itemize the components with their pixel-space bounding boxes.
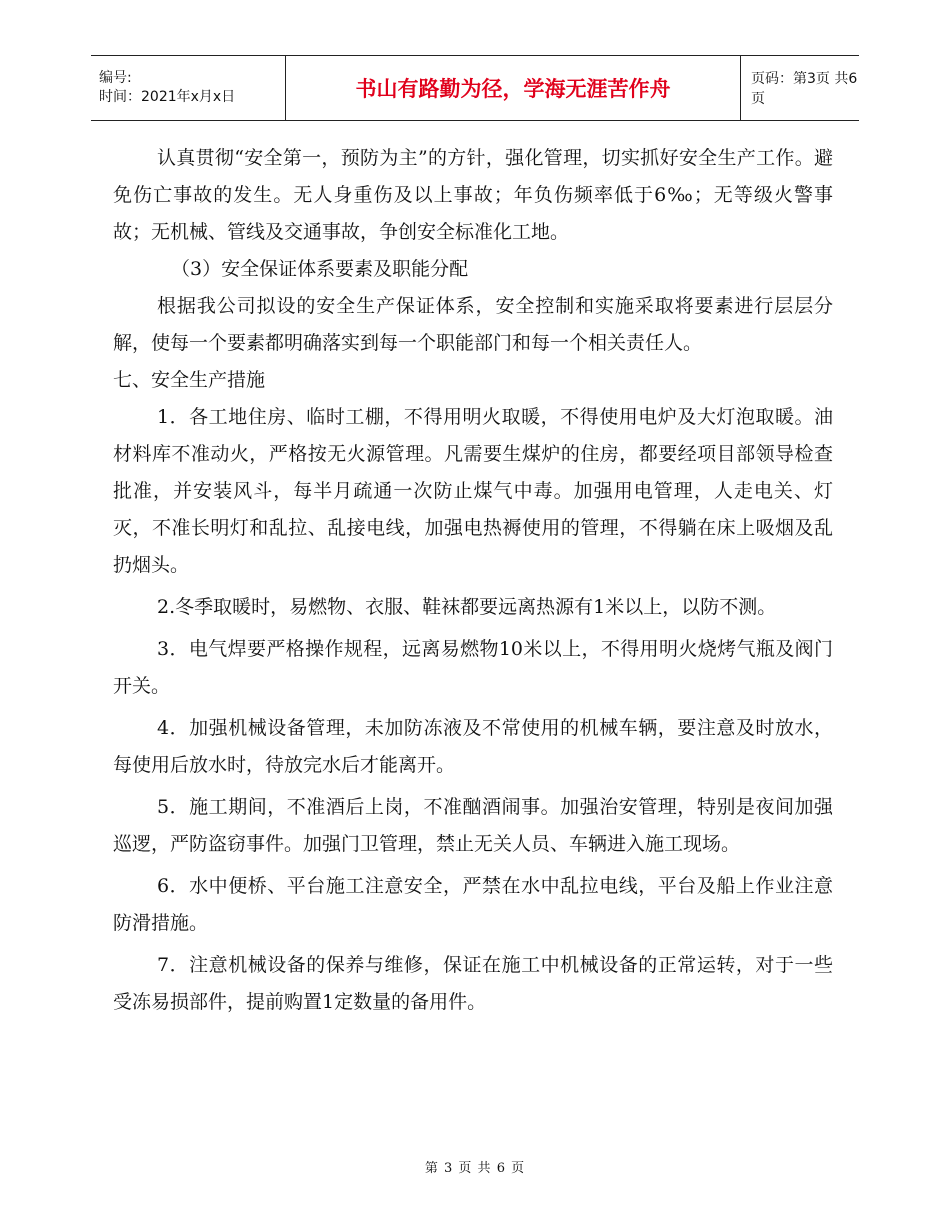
header-motto: 书山有路勤为径，学海无涯苦作舟 bbox=[286, 56, 741, 120]
subheading-safety-system: （3）安全保证体系要素及职能分配 bbox=[171, 258, 469, 280]
paragraph-safety-policy: 认真贯彻“安全第一，预防为主”的方针，强化管理，切实抓好安全生产工作。避免伤亡事故的发生。无人身重伤及以上事故；年负伤频率低于6‰；无等级火警事故；无机械、管线及交通事故，争创安全标准化工地。 bbox=[113, 147, 833, 243]
header-page-info: 页码：第3页 共6页 bbox=[751, 71, 858, 107]
measure-item-6: 6．水中便桥、平台施工注意安全，严禁在水中乱拉电线，平台及船上作业注意防滑措施。 bbox=[113, 875, 833, 934]
measure-item-7: 7．注意机械设备的保养与维修，保证在施工中机械设备的正常运转，对于一些受冻易损部件，提前购置1定数量的备用件。 bbox=[113, 954, 833, 1013]
paragraph-safety-system: 根据我公司拟设的安全生产保证体系，安全控制和实施采取将要素进行层层分解，使每一个要素都明确落实到每一个职能部门和每一个相关责任人。 bbox=[113, 295, 833, 354]
document-body bbox=[113, 140, 833, 1021]
document-time-label: 时间：2021年x月x日 bbox=[99, 89, 236, 105]
header-meta bbox=[91, 56, 286, 120]
measure-item-4: 4．加强机械设备管理，未加防冻液及不常使用的机械车辆，要注意及时放水，每使用后放水时，待放完水后才能离开。 bbox=[113, 717, 833, 776]
measure-item-5: 5．施工期间，不准酒后上岗，不准酗酒闹事。加强治安管理，特别是夜间加强巡逻，严防盗窃事件。加强门卫管理，禁止无关人员、车辆进入施工现场。 bbox=[113, 796, 833, 855]
document-number-label: 编号: bbox=[99, 70, 132, 86]
measure-item-2: 2.冬季取暖时，易燃物、衣服、鞋袜都要远离热源有1米以上，以防不测。 bbox=[157, 596, 777, 618]
page-footer: 第 3 页 共 6 页 bbox=[424, 1161, 526, 1176]
measure-item-1: 1．各工地住房、临时工棚，不得用明火取暖，不得使用电炉及大灯泡取暖。油材料库不准动火，严格按无火源管理。凡需要生煤炉的住房，都要经项目部领导检查批准，并安装风斗，每半月疏通一次防止煤气中毒。加强用电管理，人走电关、灯灭，不准长明灯和乱拉、乱接电线，加强电热褥使用的管理，不得躺在床上吸烟及乱扔烟头。 bbox=[113, 406, 833, 576]
measure-item-3: 3．电气焊要严格操作规程，远离易燃物10米以上，不得用明火烧烤气瓶及阀门开关。 bbox=[113, 638, 833, 697]
section-heading-safety-measures: 七、安全生产措施 bbox=[113, 369, 266, 391]
page-header bbox=[91, 55, 859, 121]
